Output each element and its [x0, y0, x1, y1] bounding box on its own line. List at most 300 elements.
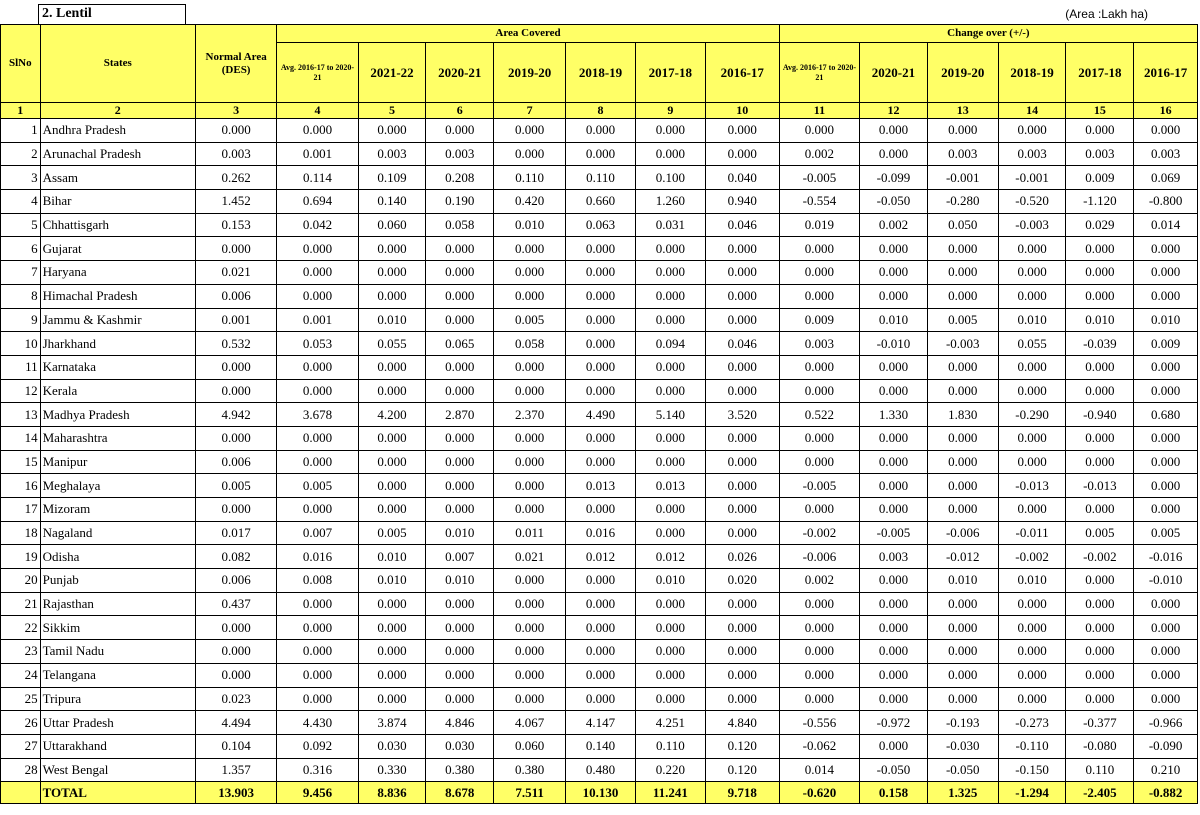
row-value: 0.000 — [860, 379, 928, 403]
row-value: 0.000 — [860, 592, 928, 616]
header-slno: SlNo — [1, 25, 41, 103]
unit-note: (Area :Lakh ha) — [1065, 7, 1148, 21]
row-value: 0.000 — [566, 498, 636, 522]
row-value: 0.000 — [566, 237, 636, 261]
row-value: 0.000 — [1066, 569, 1134, 593]
row-value: -0.012 — [927, 545, 998, 569]
row-value: -0.554 — [779, 190, 859, 214]
total-value: -2.405 — [1066, 782, 1134, 804]
row-value: 0.020 — [705, 569, 779, 593]
row-value: 4.490 — [566, 403, 636, 427]
row-value: 0.000 — [705, 616, 779, 640]
row-value: 0.000 — [927, 355, 998, 379]
row-value: -0.003 — [927, 332, 998, 356]
row-value: 0.000 — [358, 687, 426, 711]
row-value: 0.005 — [1066, 521, 1134, 545]
row-value: 4.430 — [277, 711, 358, 735]
row-value: -0.050 — [860, 190, 928, 214]
row-value: 0.000 — [277, 640, 358, 664]
row-value: 0.000 — [927, 616, 998, 640]
table-row — [1, 237, 1198, 261]
row-state: Assam — [40, 166, 195, 190]
row-value: 0.000 — [860, 687, 928, 711]
column-number: 3 — [195, 103, 276, 119]
row-value: 0.000 — [998, 284, 1066, 308]
row-value: 0.000 — [860, 734, 928, 758]
row-value: 3.874 — [358, 711, 426, 735]
row-value: 0.005 — [358, 521, 426, 545]
row-value: 0.000 — [494, 640, 566, 664]
row-slno: 28 — [1, 758, 41, 782]
row-value: -0.002 — [779, 521, 859, 545]
row-value: 0.000 — [1066, 355, 1134, 379]
header-cov-year: 2019-20 — [494, 43, 566, 103]
row-value: 0.000 — [277, 237, 358, 261]
row-value: 0.208 — [426, 166, 494, 190]
row-value: 0.000 — [1066, 687, 1134, 711]
row-state: Haryana — [40, 261, 195, 285]
row-value: 0.010 — [358, 545, 426, 569]
row-value: 0.000 — [426, 474, 494, 498]
row-value: 0.000 — [358, 284, 426, 308]
row-value: -0.940 — [1066, 403, 1134, 427]
row-value: 0.000 — [927, 237, 998, 261]
column-number-row — [1, 103, 1198, 119]
row-value: 0.058 — [494, 332, 566, 356]
row-value: 0.000 — [635, 687, 705, 711]
row-value: 0.003 — [358, 142, 426, 166]
row-value: 4.942 — [195, 403, 276, 427]
row-value: 0.000 — [860, 616, 928, 640]
row-value: 0.000 — [860, 663, 928, 687]
row-value: 0.000 — [1134, 237, 1198, 261]
row-value: 0.042 — [277, 213, 358, 237]
row-value: 3.678 — [277, 403, 358, 427]
row-slno: 12 — [1, 379, 41, 403]
row-value: 0.110 — [494, 166, 566, 190]
row-value: -0.062 — [779, 734, 859, 758]
row-value: 0.008 — [277, 569, 358, 593]
header-change-over: Change over (+/-) — [779, 25, 1197, 43]
header-cov-year: 2018-19 — [566, 43, 636, 103]
row-value: 0.000 — [358, 474, 426, 498]
column-number: 8 — [566, 103, 636, 119]
row-value: 0.000 — [494, 663, 566, 687]
row-value: 0.380 — [494, 758, 566, 782]
row-value: 0.000 — [705, 379, 779, 403]
row-value: 0.000 — [635, 640, 705, 664]
table-row — [1, 190, 1198, 214]
row-value: 0.000 — [860, 261, 928, 285]
row-value: 0.000 — [1134, 663, 1198, 687]
row-value: 0.021 — [494, 545, 566, 569]
row-value: 0.110 — [1066, 758, 1134, 782]
total-label: TOTAL — [40, 782, 195, 804]
row-value: 0.005 — [494, 308, 566, 332]
row-value: 1.830 — [927, 403, 998, 427]
row-value: 0.000 — [705, 474, 779, 498]
column-number: 6 — [426, 103, 494, 119]
row-value: 0.109 — [358, 166, 426, 190]
row-slno: 2 — [1, 142, 41, 166]
row-value: 0.005 — [195, 474, 276, 498]
row-slno: 13 — [1, 403, 41, 427]
row-value: 0.000 — [566, 308, 636, 332]
row-value: 0.000 — [277, 119, 358, 143]
row-value: 4.840 — [705, 711, 779, 735]
table-row — [1, 142, 1198, 166]
row-value: 0.000 — [277, 379, 358, 403]
row-value: -0.800 — [1134, 190, 1198, 214]
header-cov-year: 2016-17 — [705, 43, 779, 103]
row-value: 0.000 — [779, 261, 859, 285]
row-value: -0.972 — [860, 711, 928, 735]
row-value: 0.000 — [566, 569, 636, 593]
row-value: 0.000 — [998, 640, 1066, 664]
row-value: 0.000 — [635, 663, 705, 687]
row-state: Manipur — [40, 450, 195, 474]
row-value: 0.000 — [494, 355, 566, 379]
row-value: 0.006 — [195, 450, 276, 474]
row-value: 0.000 — [705, 284, 779, 308]
row-value: 0.000 — [566, 119, 636, 143]
row-value: 0.010 — [927, 569, 998, 593]
row-value: 0.000 — [494, 261, 566, 285]
total-value: 8.836 — [358, 782, 426, 804]
row-value: 4.200 — [358, 403, 426, 427]
row-value: 0.000 — [705, 355, 779, 379]
row-value: 0.000 — [195, 355, 276, 379]
row-value: 1.330 — [860, 403, 928, 427]
table-row — [1, 711, 1198, 735]
row-state: Gujarat — [40, 237, 195, 261]
row-value: 0.000 — [494, 498, 566, 522]
row-value: 0.000 — [426, 450, 494, 474]
row-value: 1.357 — [195, 758, 276, 782]
total-value: -0.620 — [779, 782, 859, 804]
row-state: Nagaland — [40, 521, 195, 545]
row-slno: 23 — [1, 640, 41, 664]
row-value: -0.039 — [1066, 332, 1134, 356]
row-value: 0.006 — [195, 284, 276, 308]
column-number: 9 — [635, 103, 705, 119]
row-value: 0.000 — [860, 426, 928, 450]
row-value: 0.002 — [779, 569, 859, 593]
row-value: 0.000 — [566, 616, 636, 640]
row-value: 0.316 — [277, 758, 358, 782]
row-value: 4.846 — [426, 711, 494, 735]
row-value: 0.000 — [1134, 640, 1198, 664]
row-value: 0.000 — [927, 119, 998, 143]
row-value: -0.001 — [998, 166, 1066, 190]
column-number: 12 — [860, 103, 928, 119]
table-row — [1, 332, 1198, 356]
row-value: 0.055 — [998, 332, 1066, 356]
column-number: 15 — [1066, 103, 1134, 119]
row-value: 0.000 — [927, 474, 998, 498]
row-state: Rajasthan — [40, 592, 195, 616]
row-value: 0.000 — [635, 355, 705, 379]
row-value: 0.000 — [779, 616, 859, 640]
row-value: 0.092 — [277, 734, 358, 758]
total-value: 0.158 — [860, 782, 928, 804]
row-value: -0.099 — [860, 166, 928, 190]
row-value: 4.067 — [494, 711, 566, 735]
row-value: 0.000 — [277, 261, 358, 285]
row-value: 0.000 — [779, 426, 859, 450]
row-value: 0.000 — [426, 616, 494, 640]
row-value: 0.000 — [705, 521, 779, 545]
row-value: 0.005 — [927, 308, 998, 332]
row-value: -0.090 — [1134, 734, 1198, 758]
row-slno: 25 — [1, 687, 41, 711]
row-slno: 22 — [1, 616, 41, 640]
row-value: 0.005 — [1134, 521, 1198, 545]
row-value: -0.005 — [860, 521, 928, 545]
row-slno: 9 — [1, 308, 41, 332]
row-value: 0.010 — [998, 308, 1066, 332]
row-state: Maharashtra — [40, 426, 195, 450]
row-slno: 7 — [1, 261, 41, 285]
header-normal-area: Normal Area (DES) — [195, 25, 276, 103]
row-value: 0.660 — [566, 190, 636, 214]
row-value: 0.050 — [927, 213, 998, 237]
row-value: -0.006 — [927, 521, 998, 545]
row-value: 0.000 — [566, 687, 636, 711]
row-value: 0.001 — [195, 308, 276, 332]
row-value: 0.000 — [927, 498, 998, 522]
row-value: 0.000 — [927, 284, 998, 308]
row-state: Punjab — [40, 569, 195, 593]
total-slno — [1, 782, 41, 804]
row-value: 0.000 — [860, 142, 928, 166]
header-states: States — [40, 25, 195, 103]
row-value: 0.000 — [635, 379, 705, 403]
header-chg-year: 2017-18 — [1066, 43, 1134, 103]
row-value: -0.520 — [998, 190, 1066, 214]
row-value: 0.003 — [1066, 142, 1134, 166]
row-value: 0.046 — [705, 213, 779, 237]
row-value: 0.000 — [1134, 426, 1198, 450]
row-value: 0.000 — [195, 640, 276, 664]
row-value: 0.019 — [779, 213, 859, 237]
row-value: 0.000 — [195, 426, 276, 450]
row-value: 0.000 — [494, 616, 566, 640]
row-value: -0.013 — [1066, 474, 1134, 498]
row-value: 0.000 — [860, 569, 928, 593]
column-number: 4 — [277, 103, 358, 119]
row-value: -0.016 — [1134, 545, 1198, 569]
row-value: 0.000 — [860, 498, 928, 522]
row-state: Arunachal Pradesh — [40, 142, 195, 166]
row-value: 0.000 — [195, 237, 276, 261]
row-value: 1.260 — [635, 190, 705, 214]
table-row — [1, 545, 1198, 569]
row-value: 0.000 — [195, 616, 276, 640]
row-value: 0.000 — [277, 498, 358, 522]
row-slno: 5 — [1, 213, 41, 237]
row-value: 0.000 — [358, 237, 426, 261]
table-row — [1, 355, 1198, 379]
table-row — [1, 663, 1198, 687]
header-avg-covered: Avg. 2016-17 to 2020-21 — [277, 43, 358, 103]
row-value: -0.006 — [779, 545, 859, 569]
row-value: 0.000 — [195, 119, 276, 143]
table-row — [1, 213, 1198, 237]
row-value: 0.010 — [1134, 308, 1198, 332]
row-value: 0.420 — [494, 190, 566, 214]
row-value: 0.000 — [635, 426, 705, 450]
column-number: 5 — [358, 103, 426, 119]
row-value: 0.000 — [426, 355, 494, 379]
column-number: 13 — [927, 103, 998, 119]
row-value: 0.000 — [1134, 379, 1198, 403]
column-number: 14 — [998, 103, 1066, 119]
row-value: 0.000 — [1134, 119, 1198, 143]
lentil-table — [0, 24, 1198, 804]
row-value: 0.000 — [1066, 237, 1134, 261]
row-value: -0.030 — [927, 734, 998, 758]
row-value: 0.000 — [494, 426, 566, 450]
row-value: 0.017 — [195, 521, 276, 545]
row-slno: 26 — [1, 711, 41, 735]
row-value: 0.069 — [1134, 166, 1198, 190]
row-value: 0.000 — [860, 237, 928, 261]
total-value: 13.903 — [195, 782, 276, 804]
table-row — [1, 284, 1198, 308]
row-value: 0.000 — [635, 142, 705, 166]
total-value: 7.511 — [494, 782, 566, 804]
row-value: 0.007 — [277, 521, 358, 545]
row-value: 0.001 — [277, 142, 358, 166]
row-value: 0.680 — [1134, 403, 1198, 427]
row-value: 0.000 — [426, 308, 494, 332]
row-value: 0.000 — [277, 663, 358, 687]
row-value: 0.023 — [195, 687, 276, 711]
row-value: 0.000 — [358, 640, 426, 664]
row-value: 0.000 — [860, 119, 928, 143]
row-value: 0.000 — [277, 616, 358, 640]
row-value: 0.000 — [998, 498, 1066, 522]
row-value: 0.009 — [1134, 332, 1198, 356]
row-value: 0.009 — [1066, 166, 1134, 190]
header-cov-year: 2020-21 — [426, 43, 494, 103]
row-value: 0.000 — [705, 261, 779, 285]
row-slno: 15 — [1, 450, 41, 474]
row-value: 0.010 — [635, 569, 705, 593]
row-state: Andhra Pradesh — [40, 119, 195, 143]
row-value: 0.114 — [277, 166, 358, 190]
row-value: 0.000 — [635, 521, 705, 545]
row-value: 0.000 — [705, 142, 779, 166]
row-value: 0.000 — [1066, 119, 1134, 143]
row-value: 0.940 — [705, 190, 779, 214]
row-value: 0.000 — [860, 355, 928, 379]
row-value: 0.000 — [494, 237, 566, 261]
row-value: 0.000 — [998, 119, 1066, 143]
table-row — [1, 734, 1198, 758]
row-value: -0.013 — [998, 474, 1066, 498]
row-value: 0.000 — [358, 426, 426, 450]
row-value: 0.000 — [566, 332, 636, 356]
row-value: 2.370 — [494, 403, 566, 427]
row-value: 0.000 — [566, 379, 636, 403]
row-value: 0.000 — [1066, 426, 1134, 450]
row-value: 4.147 — [566, 711, 636, 735]
row-value: 0.694 — [277, 190, 358, 214]
row-value: 0.000 — [277, 687, 358, 711]
total-value: -0.882 — [1134, 782, 1198, 804]
row-value: -0.005 — [779, 166, 859, 190]
row-value: 0.190 — [426, 190, 494, 214]
table-row — [1, 166, 1198, 190]
row-value: 0.046 — [705, 332, 779, 356]
header-cov-year: 2021-22 — [358, 43, 426, 103]
row-value: 0.010 — [358, 569, 426, 593]
table-row — [1, 592, 1198, 616]
row-value: 0.030 — [426, 734, 494, 758]
row-value: 0.330 — [358, 758, 426, 782]
row-value: 0.000 — [358, 119, 426, 143]
row-value: 2.870 — [426, 403, 494, 427]
row-value: -0.003 — [998, 213, 1066, 237]
row-value: 0.000 — [358, 450, 426, 474]
row-value: 0.002 — [779, 142, 859, 166]
row-value: 0.000 — [426, 498, 494, 522]
row-value: 0.000 — [566, 426, 636, 450]
row-value: 0.000 — [426, 426, 494, 450]
row-slno: 20 — [1, 569, 41, 593]
row-value: 0.210 — [1134, 758, 1198, 782]
table-row — [1, 379, 1198, 403]
row-value: 0.000 — [927, 687, 998, 711]
row-slno: 11 — [1, 355, 41, 379]
row-state: Jammu & Kashmir — [40, 308, 195, 332]
table-row — [1, 616, 1198, 640]
row-value: 0.110 — [635, 734, 705, 758]
table-row — [1, 498, 1198, 522]
row-value: 0.000 — [1134, 261, 1198, 285]
row-value: 0.000 — [1134, 450, 1198, 474]
row-value: 0.000 — [566, 592, 636, 616]
row-value: -0.050 — [927, 758, 998, 782]
row-state: Uttarakhand — [40, 734, 195, 758]
row-value: 0.000 — [426, 261, 494, 285]
total-value: -1.294 — [998, 782, 1066, 804]
row-value: 0.000 — [358, 355, 426, 379]
row-value: 4.494 — [195, 711, 276, 735]
row-value: 0.000 — [494, 379, 566, 403]
row-value: 0.010 — [426, 569, 494, 593]
row-value: 0.000 — [494, 569, 566, 593]
row-value: -0.010 — [1134, 569, 1198, 593]
row-value: 0.000 — [1066, 640, 1134, 664]
title-row — [0, 0, 1200, 24]
row-value: -0.377 — [1066, 711, 1134, 735]
row-state: Karnataka — [40, 355, 195, 379]
header-chg-year: 2020-21 — [860, 43, 928, 103]
table-row — [1, 426, 1198, 450]
row-value: 0.000 — [998, 379, 1066, 403]
row-value: 0.000 — [998, 426, 1066, 450]
row-value: 0.000 — [635, 284, 705, 308]
row-value: -0.290 — [998, 403, 1066, 427]
row-value: 0.000 — [927, 426, 998, 450]
row-slno: 14 — [1, 426, 41, 450]
row-state: Bihar — [40, 190, 195, 214]
row-value: 0.000 — [635, 616, 705, 640]
row-value: 0.000 — [705, 450, 779, 474]
